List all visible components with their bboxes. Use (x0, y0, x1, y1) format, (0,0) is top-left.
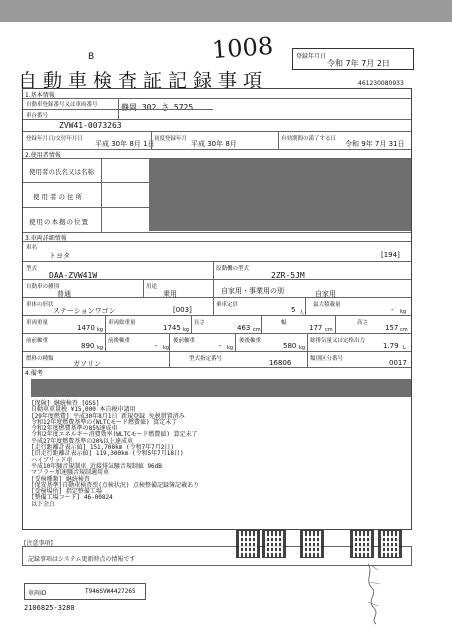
expiry-label: 有効期間の満了する日 (281, 136, 337, 142)
maker-code: [194] (381, 251, 400, 259)
rear-front-axle-unit: kg (227, 345, 234, 351)
chassis-label: 車台番号 (26, 113, 49, 119)
weight-value: 1470 (77, 324, 95, 332)
body-code: [003] (173, 306, 192, 314)
plate-value: 静岡 302 さ 5725 (121, 103, 194, 112)
body-label: 車体の形状 (26, 302, 54, 308)
kind-value: 普通 (57, 290, 71, 298)
first-reg-value: 平成 30年 8月 1日 (95, 140, 155, 148)
length-label: 長さ (194, 320, 206, 326)
notes-title: [注意事項] (24, 540, 53, 547)
front-front-axle-value: 890 (81, 342, 95, 350)
purpose-value: 自家用 (315, 290, 336, 298)
length-value: 463 (237, 324, 251, 332)
purpose-label: 自家用・事業用の別 (221, 287, 284, 295)
length-unit: cm (253, 327, 261, 333)
maxload-label: 最大積載量 (313, 302, 341, 308)
rear-rear-axle-unit: kg (299, 345, 306, 351)
capacity-label: 乗車定員 (216, 302, 239, 308)
type-code-value: 16806 (269, 359, 292, 367)
vehicle-id-box (24, 583, 146, 600)
section-basic-title: 1.基本情報 (25, 92, 55, 99)
displacement-label: 総排気量又は定格出力 (310, 338, 366, 344)
document-number: 461230080933 (358, 80, 404, 87)
rear-rear-axle-value: 580 (283, 342, 297, 350)
engine-label: 原動機の型式 (216, 266, 250, 272)
notes-text: 記録事項はシステム更新時点の情報です (28, 556, 136, 563)
qr-code-2 (262, 530, 286, 558)
type-code-label: 型式指定番号 (189, 356, 223, 362)
model-label: 型式 (26, 266, 38, 272)
user-address-label: 使用者の住所 (33, 193, 84, 201)
user-info-redaction (149, 159, 411, 231)
maker-label: 車名 (26, 245, 38, 251)
maxload-unit: kg (400, 309, 407, 315)
width-value: 177 (309, 324, 323, 332)
body-value: ステーションワゴン (53, 307, 116, 315)
maker-value: トヨタ (49, 252, 70, 260)
registration-date-box (292, 48, 414, 70)
base-location-label: 使用の本拠の位置 (29, 218, 89, 226)
class-code-label: 類別区分番号 (310, 356, 344, 362)
user-name-label: 使用者の氏名又は名称 (29, 168, 94, 176)
registration-date-label: 登録年月日 (296, 53, 327, 60)
first-reg2-value: 平成 30年 8月 (191, 140, 237, 148)
engine-value: 2ZR-5JM (271, 271, 305, 280)
fuel-label: 燃料の種類 (26, 356, 54, 362)
front-front-axle-unit: kg (97, 345, 104, 351)
section-remarks-title: 4.備考 (25, 370, 43, 377)
gross-value: 1745 (163, 324, 181, 332)
first-reg-label: 登録年月日/交付年月日 (26, 136, 83, 142)
b-mark: B (88, 52, 95, 62)
gross-label: 車両総重量 (108, 320, 136, 326)
front-rear-axle-label: 前後軸重 (108, 338, 131, 344)
model-value: DAA-ZVW41W (49, 271, 98, 280)
maxload-value: - (391, 306, 394, 314)
remarks-redaction (31, 379, 411, 397)
front-front-axle-label: 前前軸重 (26, 338, 49, 344)
class-code-value: 0017 (389, 359, 407, 367)
use-label: 用途 (146, 284, 158, 290)
gross-unit: kg (183, 327, 190, 333)
footer-code: 2106825-3280 (24, 604, 75, 612)
use-value: 乗用 (163, 290, 177, 298)
vehicle-id-label: 車両ID (28, 590, 47, 597)
rear-rear-axle-label: 後後軸重 (239, 338, 262, 344)
displacement-unit: L (403, 345, 406, 351)
rear-front-axle-value: - (219, 342, 222, 350)
capacity-value: 5 (291, 306, 296, 314)
remarks-text: [保険] 継続検査 [OSS] 自動車重量税 ¥15,000 本自税申請用 [29年度燃費] 平成30年8月1日 新規登録 免税措置済み 令和12年度燃費基準の(WLTCモード燃費値) 算定未了 令和2年度燃費基準の85%達成車 令和2年度エネルギー消費効率(WLTCモード燃費値) 算定未了 平成27年度燃費基準の20%以上達成車 [走行距離計表示値] 151,700km (令和7年7月2日) [旧走行距離計表示値] 119,300km (令和5年7月18日) ハイブリッド車 平成10年騒音規制車 近接排気騒音規制値 96dB マフラー加速騒音規制適用車 [受検種類] 継続検査 [保安基準]自動車検査票(点検状況) 点検整備記録簿記載あり [受検場所] 指定整備工場 [整備工場コード] 46-00824 以下余白 (31, 400, 200, 508)
height-unit: cm (400, 327, 408, 333)
rear-front-axle-label: 後前軸重 (173, 338, 196, 344)
record-frame (22, 88, 412, 530)
expiry-value: 令和 9年 7月 31日 (345, 140, 405, 148)
displacement-value: 1.79 (383, 342, 399, 350)
top-gray-bar (0, 0, 452, 22)
kind-label: 自動車の種別 (26, 284, 60, 290)
handwritten-number: 1008 (211, 31, 274, 65)
handwritten-scribble (360, 562, 386, 626)
width-label: 幅 (281, 320, 287, 326)
capacity-unit: 人 (299, 310, 305, 316)
vehicle-id-value: T946SVW4427265 (85, 588, 136, 595)
fuel-value: ガソリン (73, 360, 101, 368)
section-vehicle-title: 3.車両詳細情報 (25, 235, 67, 242)
qr-code-5 (378, 530, 402, 558)
qr-code-3 (300, 530, 324, 558)
qr-code-1 (236, 530, 260, 558)
document-title: 自動車検査証記録事項 (18, 70, 269, 92)
width-unit: cm (325, 327, 333, 333)
section-user-title: 2.使用者情報 (25, 152, 61, 159)
chassis-value: ZVW41-0073263 (59, 121, 122, 130)
height-label: 高さ (357, 320, 369, 326)
weight-label: 車両重量 (26, 320, 49, 326)
qr-code-4 (350, 530, 374, 558)
height-value: 157 (385, 324, 399, 332)
weight-unit: kg (97, 327, 104, 333)
first-reg2-label: 初度登録年月 (154, 136, 188, 142)
front-rear-axle-value: - (155, 342, 158, 350)
registration-date-value: 令和 7年 7月 2日 (327, 59, 390, 68)
plate-label: 自動車登録番号又は車両番号 (26, 102, 98, 108)
front-rear-axle-unit: kg (163, 345, 170, 351)
